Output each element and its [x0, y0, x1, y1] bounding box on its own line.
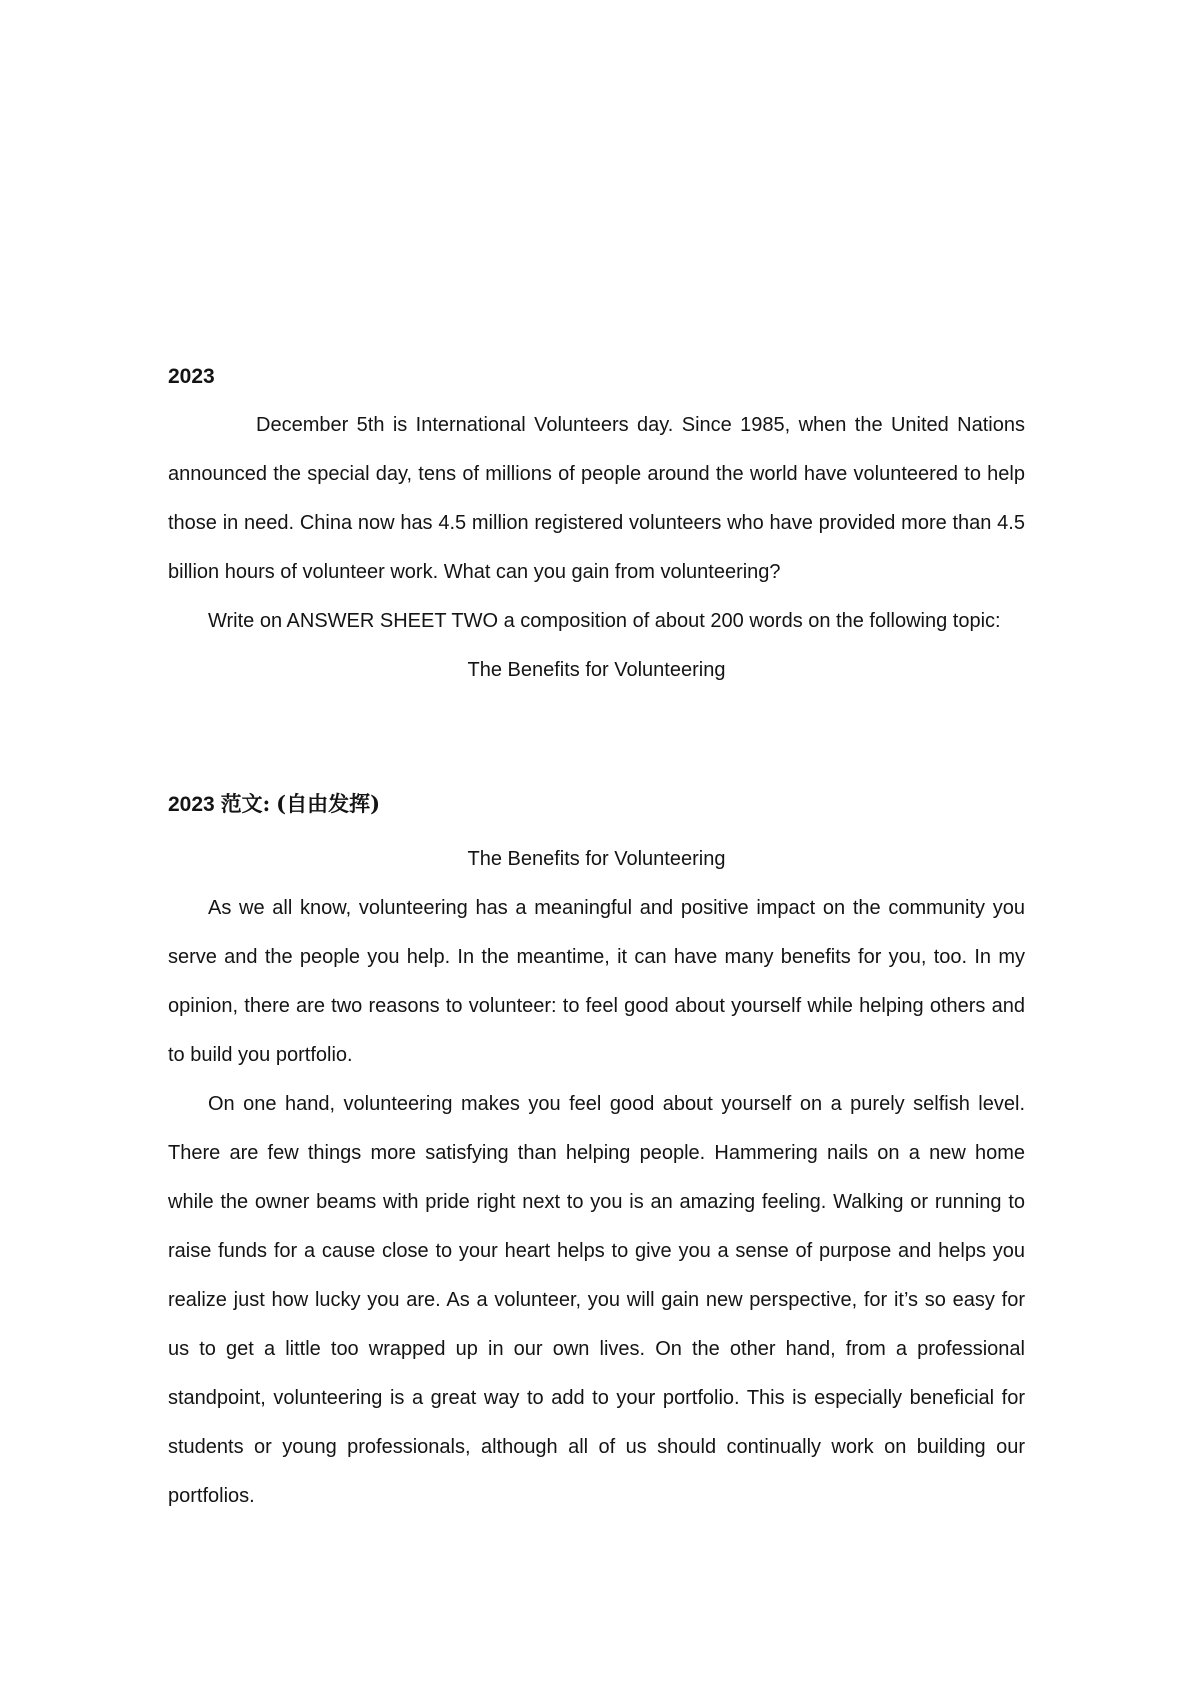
prompt-paragraph: December 5th is International Volunteers day. Since 1985, when the United Nations announced the special day, tens of millions of people around the world have volunteered to help those in need. China now has 4.5 million registered volunteers who have provided more than 4.5 billion hours of volunteer work. What can you gain from volunteering?: [168, 414, 1025, 583]
sample-heading: [168, 779, 1025, 829]
sample-heading-label: 范文:: [220, 791, 271, 816]
year-heading: 2023: [168, 365, 215, 388]
sample-heading-year: 2023: [168, 793, 215, 816]
essay-title: The Benefits for Volunteering: [467, 848, 726, 870]
essay-paragraph-2: On one hand, volunteering makes you feel good about yourself on a purely selfish level. There are few things more satisfying than helping people. Hammering nails on a new home while the owner beams with pride right next to you is an amazing feeling. Walking or running to raise funds for a cause close to your heart helps to give you a sense of purpose and helps you realize just how lucky you are. As a volunteer, you will gain new perspective, for it’s so easy for us to get a little too wrapped up in our own lives. On the other hand, from a professional standpoint, volunteering is a great way to add to your portfolio. This is especially beneficial for students or young professionals, although all of us should continually work on building our portfolios.: [168, 1093, 1025, 1507]
essay-paragraph-1: As we all know, volunteering has a meaningful and positive impact on the community you serve and the people you help. In the meantime, it can have many benefits for you, too. In my opinion, there are two reasons to volunteer: to feel good about yourself while helping others and to build you portfolio.: [168, 897, 1025, 1066]
sample-heading-note: (自由发挥): [276, 791, 381, 816]
prompt-instruction: Write on ANSWER SHEET TWO a composition of about 200 words on the following topic:: [208, 610, 1001, 632]
prompt-topic-title: The Benefits for Volunteering: [467, 659, 726, 681]
